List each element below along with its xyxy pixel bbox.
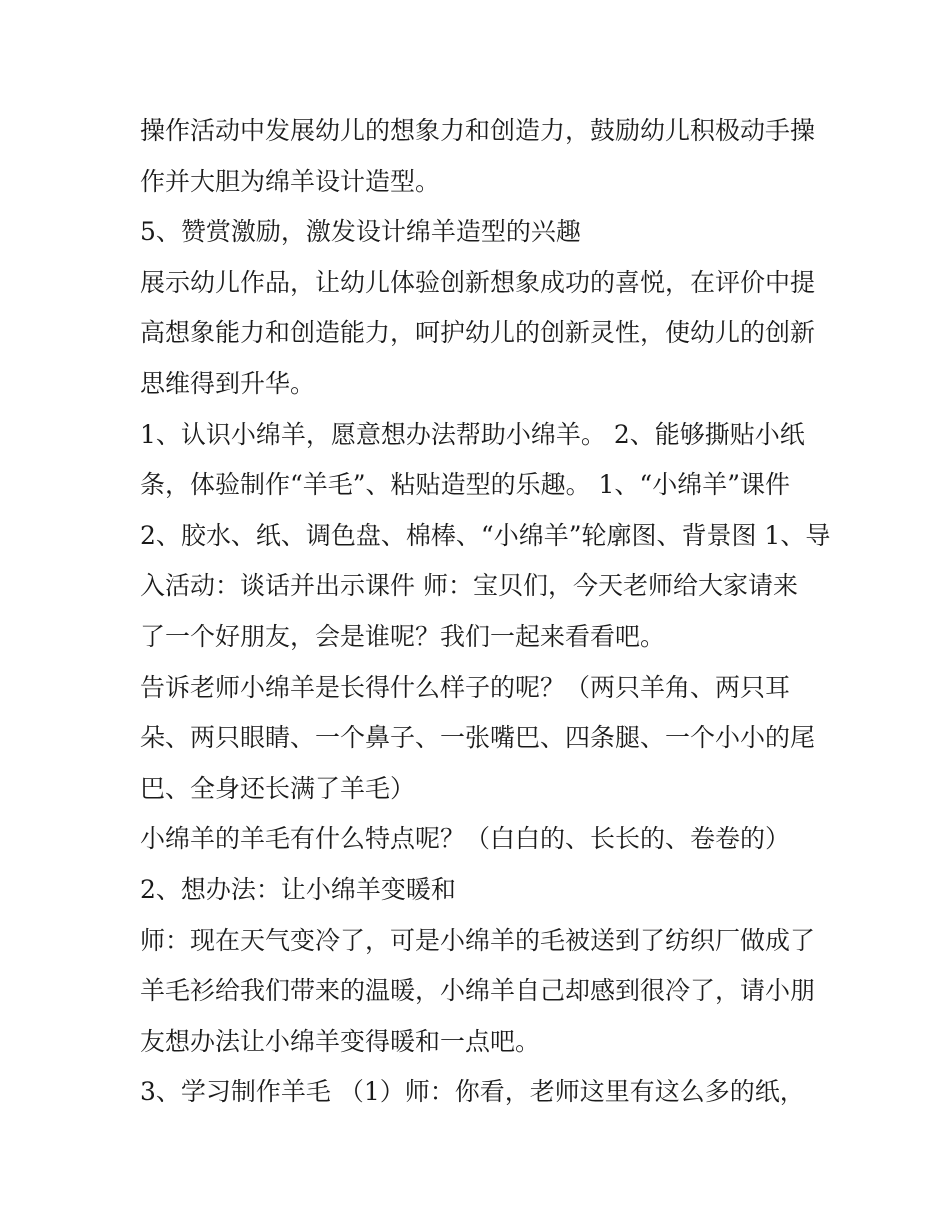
text-line: 友想办法让小绵羊变得暖和一点吧。 (140, 1026, 541, 1056)
text-line: 了一个好朋友，会是谁呢？我们一起来看看吧。 (140, 621, 666, 651)
text-line: 告诉老师小绵羊是长得什么样子的呢？（两只羊角、两只耳 (140, 672, 791, 702)
section-heading: 3、学习制作羊毛 （1）师：你看，老师这里有这么多的纸， (140, 1077, 805, 1107)
text-line: 朵、两只眼睛、一个鼻子、一张嘴巴、四条腿、一个小小的尾 (140, 723, 816, 753)
text-line: 1、认识小绵羊，愿意想办法帮助小绵羊。 2、能够撕贴小纸 (140, 419, 805, 449)
text-line: 入活动：谈话并出示课件 师：宝贝们，今天老师给大家请来 (140, 571, 798, 601)
text-line: 师：现在天气变冷了，可是小绵羊的毛被送到了纺织厂做成了 (140, 925, 816, 955)
text-line: 作并大胆为绵羊设计造型。 (140, 166, 441, 196)
text-line: 巴、全身还长满了羊毛） (140, 773, 416, 803)
text-line: 思维得到升华。 (140, 368, 316, 398)
text-line: 条，体验制作“羊毛”、粘贴造型的乐趣。 1、“小绵羊”课件 (140, 470, 790, 500)
text-line: 展示幼儿作品，让幼儿体验创新想象成功的喜悦，在评价中提 (140, 267, 816, 297)
section-heading: 2、想办法：让小绵羊变暖和 (140, 874, 456, 904)
document-body (140, 106, 831, 1118)
text-line: 操作活动中发展幼儿的想象力和创造力，鼓励幼儿积极动手操 (140, 116, 816, 145)
text-line: 小绵羊的羊毛有什么特点呢？（白白的、长长的、卷卷的） (140, 824, 791, 854)
text-line: 2、胶水、纸、调色盘、棉棒、“小绵羊”轮廓图、背景图 1、导 (140, 520, 831, 550)
section-heading: 5、赞赏激励，激发设计绵羊造型的兴趣 (140, 217, 581, 247)
text-line: 高想象能力和创造能力，呵护幼儿的创新灵性，使幼儿的创新 (140, 318, 816, 348)
text-line: 羊毛衫给我们带来的温暖，小绵羊自己却感到很冷了，请小朋 (140, 976, 816, 1006)
